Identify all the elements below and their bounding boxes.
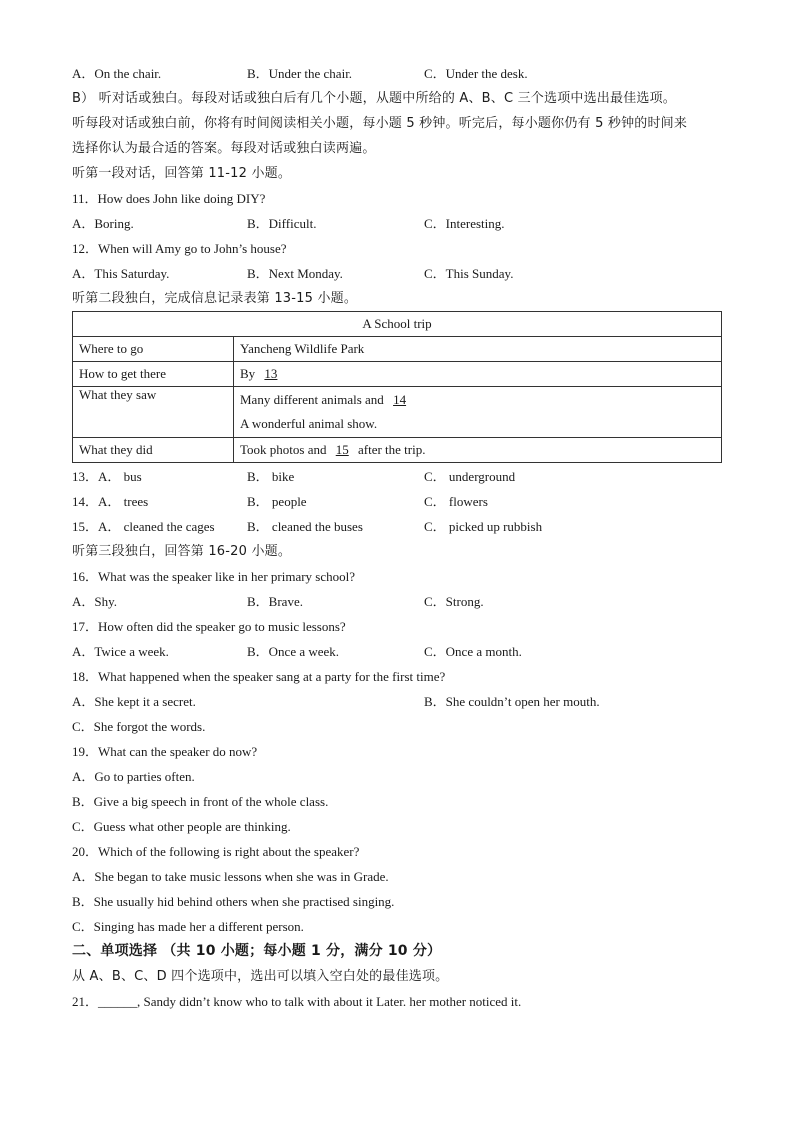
table-label-how: How to get there xyxy=(73,362,234,387)
did-suffix: after the trip. xyxy=(357,442,426,457)
q17-option-a: A．Twice a week. xyxy=(72,644,169,659)
saw-prefix: Many different animals and xyxy=(240,392,384,407)
section-b-instruction-3: 选择你认为最合适的答案。每段对话或独白读两遍。 xyxy=(72,141,376,156)
q16-stem: 16．What was the speaker like in her primary school? xyxy=(72,569,356,584)
q11-option-b: B．Difficult. xyxy=(247,216,317,231)
q12-option-a: A．This Saturday. xyxy=(72,266,170,281)
q18-option-b: B．She couldn’t open her mouth. xyxy=(424,694,600,709)
school-trip-table xyxy=(72,311,722,463)
q16-option-c: C．Strong. xyxy=(424,594,484,609)
q18-stem: 18．What happened when the speaker sang at a party for the first time? xyxy=(72,669,446,684)
saw-line-2: A wonderful animal show. xyxy=(240,416,378,431)
table-label-where: Where to go xyxy=(73,337,234,362)
q16-option-b: B．Brave. xyxy=(247,594,303,609)
part2-intro: 听第二段独白，完成信息记录表第 13-15 小题。 xyxy=(72,291,358,306)
part3-intro: 听第三段独白，回答第 16-20 小题。 xyxy=(72,544,292,559)
q17-stem: 17．How often did the speaker go to music lessons? xyxy=(72,619,346,634)
table-label-did: What they did xyxy=(73,438,234,463)
blank-13[interactable]: 13 xyxy=(264,366,278,381)
section2-instruction: 从 A、B、C、D 四个选项中，选出可以填入空白处的最佳选项。 xyxy=(72,969,449,984)
table-value-saw xyxy=(234,387,722,438)
q19-option-a: A．Go to parties often. xyxy=(72,769,195,784)
q20-option-c: C．Singing has made her a different person. xyxy=(72,919,304,934)
q10-option-b: B．Under the chair. xyxy=(247,66,353,81)
table-title: A School trip xyxy=(73,312,722,337)
table-label-saw: What they saw xyxy=(73,387,234,438)
section2-heading: 二、单项选择 （共 10 小题；每小题 1 分，满分 10 分） xyxy=(72,943,442,959)
q10-option-c: C．Under the desk. xyxy=(424,66,528,81)
did-prefix: Took photos and xyxy=(240,442,327,457)
q12-option-c: C．This Sunday. xyxy=(424,266,514,281)
blank-15[interactable]: 15 xyxy=(335,442,349,457)
section-b-instruction-1: B） 听对话或独白。每段对话或独白后有几个小题，从题中所给的 A、B、C 三个选项中选出最佳选项。 xyxy=(72,91,677,106)
q11-option-c: C．Interesting. xyxy=(424,216,505,231)
q11-stem: 11．How does John like doing DIY? xyxy=(72,191,266,206)
q13-option-b: B． bike xyxy=(247,469,295,484)
q14-option-b: B． people xyxy=(247,494,307,509)
q10-option-a: A．On the chair. xyxy=(72,66,162,81)
q12-option-b: B．Next Monday. xyxy=(247,266,343,281)
table-value-how xyxy=(234,362,722,387)
q15-option-a: 15．A． cleaned the cages xyxy=(72,519,215,534)
q20-option-b: B．She usually hid behind others when she practised singing. xyxy=(72,894,395,909)
q19-option-c: C．Guess what other people are thinking. xyxy=(72,819,291,834)
q13-option-a: 13．A． bus xyxy=(72,469,142,484)
q18-option-c: C．She forgot the words. xyxy=(72,719,206,734)
q15-option-c: C． picked up rubbish xyxy=(424,519,543,534)
q17-option-c: C．Once a month. xyxy=(424,644,522,659)
section-b-instruction-2: 听每段对话或独白前，你将有时间阅读相关小题，每小题 5 秒钟。听完后，每小题你仍有 5 秒钟的时间来 xyxy=(72,116,688,131)
saw-line-1 xyxy=(240,388,715,412)
q21-stem: 21．______, Sandy didn’t know who to talk with about it Later. her mother noticed it. xyxy=(72,994,522,1009)
q14-option-a: 14．A． trees xyxy=(72,494,149,509)
q16-option-a: A．Shy. xyxy=(72,594,118,609)
table-value-did xyxy=(234,438,722,463)
part1-intro: 听第一段对话，回答第 11-12 小题。 xyxy=(72,166,292,181)
q20-stem: 20．Which of the following is right about the speaker? xyxy=(72,844,360,859)
q18-option-a: A．She kept it a secret. xyxy=(72,694,196,709)
table-value-where: Yancheng Wildlife Park xyxy=(234,337,722,362)
q14-option-c: C． flowers xyxy=(424,494,488,509)
q20-option-a: A．She began to take music lessons when she was in Grade. xyxy=(72,869,389,884)
how-prefix: By xyxy=(240,366,256,381)
q19-option-b: B．Give a big speech in front of the whole class. xyxy=(72,794,329,809)
q19-stem: 19．What can the speaker do now? xyxy=(72,744,258,759)
q13-option-c: C． underground xyxy=(424,469,516,484)
blank-14[interactable]: 14 xyxy=(393,392,407,407)
q12-stem: 12．When will Amy go to John’s house? xyxy=(72,241,287,256)
q15-option-b: B． cleaned the buses xyxy=(247,519,363,534)
q11-option-a: A．Boring. xyxy=(72,216,134,231)
q17-option-b: B．Once a week. xyxy=(247,644,340,659)
